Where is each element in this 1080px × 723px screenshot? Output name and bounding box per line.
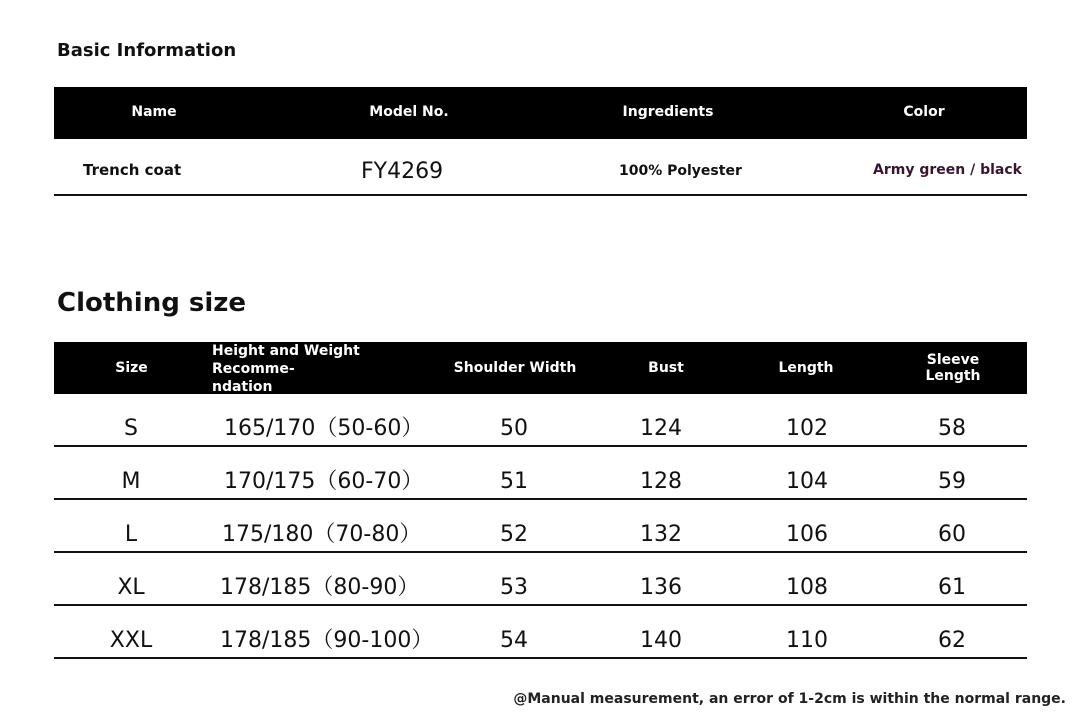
table-row xyxy=(54,606,1027,659)
basic-info-header-row xyxy=(54,87,1027,139)
clothing-size-title: Clothing size xyxy=(57,288,247,318)
header-color: Color xyxy=(903,104,945,120)
shoulder-cell: 53 xyxy=(500,575,528,600)
bust-cell: 128 xyxy=(640,469,682,494)
header-rec-line2: ndation xyxy=(212,379,273,395)
shoulder-cell: 51 xyxy=(500,469,528,494)
size-cell: M xyxy=(121,469,141,494)
recommendation-cell: 175/180（70-80） xyxy=(222,522,422,547)
sleeve-cell: 62 xyxy=(938,628,966,653)
measurement-footnote: @Manual measurement, an error of 1-2cm is within the normal range. xyxy=(513,691,1066,707)
size-table-body xyxy=(54,394,1027,659)
header-sleeve-length: Sleeve Length xyxy=(925,352,981,384)
header-name: Name xyxy=(131,104,177,120)
table-row xyxy=(54,447,1027,500)
header-height-weight-recommendation xyxy=(212,342,442,394)
recommendation-cell: 165/170（50-60） xyxy=(224,416,424,441)
product-name: Trench coat xyxy=(83,161,182,179)
header-model-no: Model No. xyxy=(369,104,449,120)
length-cell: 106 xyxy=(786,522,828,547)
size-cell: XXL xyxy=(109,628,153,653)
header-bust: Bust xyxy=(648,360,684,376)
size-cell: S xyxy=(124,416,138,441)
recommendation-cell: 178/185（80-90） xyxy=(220,575,420,600)
header-ingredients: Ingredients xyxy=(622,104,714,120)
recommendation-cell: 178/185（90-100） xyxy=(220,628,434,653)
header-length: Length xyxy=(778,360,834,376)
shoulder-cell: 52 xyxy=(500,522,528,547)
header-shoulder-width: Shoulder Width xyxy=(453,360,577,376)
sleeve-cell: 61 xyxy=(938,575,966,600)
header-size: Size xyxy=(115,360,148,376)
size-cell: L xyxy=(124,522,138,547)
length-cell: 110 xyxy=(786,628,828,653)
header-rec-line1: Height and Weight Recomme- xyxy=(212,343,360,377)
bust-cell: 132 xyxy=(640,522,682,547)
size-table-header-row xyxy=(54,342,1027,394)
bust-cell: 140 xyxy=(640,628,682,653)
table-row xyxy=(54,500,1027,553)
size-cell: XL xyxy=(117,575,145,600)
color-value: Army green / black xyxy=(873,162,1022,178)
bust-cell: 124 xyxy=(640,416,682,441)
model-number: FY4269 xyxy=(361,159,444,184)
length-cell: 104 xyxy=(786,469,828,494)
table-row xyxy=(54,553,1027,606)
recommendation-cell: 170/175（60-70） xyxy=(224,469,424,494)
ingredients-value: 100% Polyester xyxy=(619,163,742,179)
shoulder-cell: 50 xyxy=(500,416,528,441)
length-cell: 108 xyxy=(786,575,828,600)
sleeve-cell: 59 xyxy=(938,469,966,494)
shoulder-cell: 54 xyxy=(500,628,528,653)
basic-information-title: Basic Information xyxy=(57,40,237,61)
bust-cell: 136 xyxy=(640,575,682,600)
sleeve-cell: 58 xyxy=(938,416,966,441)
basic-info-row xyxy=(54,139,1027,196)
length-cell: 102 xyxy=(786,416,828,441)
sleeve-cell: 60 xyxy=(938,522,966,547)
table-row xyxy=(54,394,1027,447)
